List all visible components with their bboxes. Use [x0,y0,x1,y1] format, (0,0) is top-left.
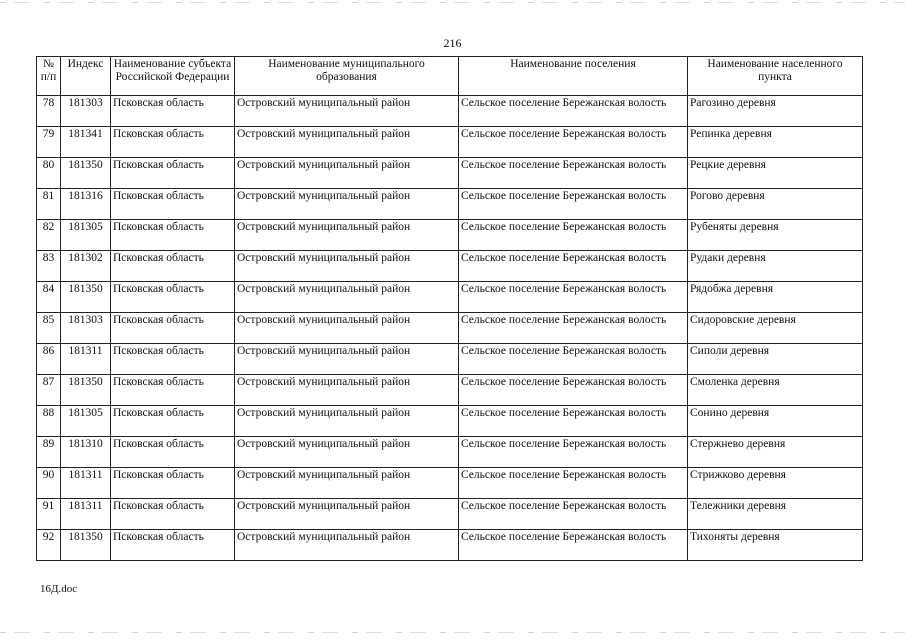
footer-file-name: 16Д.doc [40,583,78,595]
cell-settlement: Сельское поселение Бережанская волость [459,96,688,127]
table-row [37,468,863,499]
cell-municipality: Островский муниципальный район [235,344,459,375]
cell-locality: Тележники деревня [688,499,863,530]
cell-municipality: Островский муниципальный район [235,530,459,561]
cell-num: 83 [37,251,61,282]
table-row [37,127,863,158]
cell-municipality: Островский муниципальный район [235,499,459,530]
cell-subject: Псковская область [111,127,235,158]
cell-locality: Стрижково деревня [688,468,863,499]
cell-num: 78 [37,96,61,127]
header-municipality: Наименование муниципального образования [235,57,459,96]
cell-index: 181350 [61,375,111,406]
cell-num: 87 [37,375,61,406]
cell-settlement: Сельское поселение Бережанская волость [459,499,688,530]
table-row [37,530,863,561]
cell-index: 181305 [61,406,111,437]
cell-locality: Стержнево деревня [688,437,863,468]
cell-settlement: Сельское поселение Бережанская волость [459,158,688,189]
cell-locality: Репинка деревня [688,127,863,158]
table-header-row [37,57,863,96]
cell-municipality: Островский муниципальный район [235,282,459,313]
table-row [37,437,863,468]
cell-settlement: Сельское поселение Бережанская волость [459,530,688,561]
cell-subject: Псковская область [111,437,235,468]
table-row [37,406,863,437]
cell-locality: Рагозино деревня [688,96,863,127]
cell-settlement: Сельское поселение Бережанская волость [459,282,688,313]
cell-num: 88 [37,406,61,437]
cell-settlement: Сельское поселение Бережанская волость [459,406,688,437]
cell-municipality: Островский муниципальный район [235,313,459,344]
cell-index: 181302 [61,251,111,282]
cell-index: 181311 [61,344,111,375]
scan-edge-bottom [0,632,905,633]
cell-locality: Рубеняты деревня [688,220,863,251]
cell-num: 80 [37,158,61,189]
cell-subject: Псковская область [111,282,235,313]
cell-settlement: Сельское поселение Бережанская волость [459,251,688,282]
cell-municipality: Островский муниципальный район [235,437,459,468]
table-row [37,96,863,127]
cell-num: 91 [37,499,61,530]
cell-locality: Сонино деревня [688,406,863,437]
header-locality: Наименование населенного пункта [688,57,863,96]
cell-settlement: Сельское поселение Бережанская волость [459,344,688,375]
scan-edge-top [0,2,905,3]
settlements-table [36,56,863,561]
cell-index: 181305 [61,220,111,251]
cell-settlement: Сельское поселение Бережанская волость [459,189,688,220]
cell-num: 79 [37,127,61,158]
cell-settlement: Сельское поселение Бережанская волость [459,468,688,499]
cell-subject: Псковская область [111,344,235,375]
table-row [37,499,863,530]
cell-num: 85 [37,313,61,344]
header-subject: Наименование субъекта Российской Федерации [111,57,235,96]
cell-locality: Рецкие деревня [688,158,863,189]
cell-subject: Псковская область [111,313,235,344]
cell-subject: Псковская область [111,468,235,499]
cell-settlement: Сельское поселение Бережанская волость [459,220,688,251]
cell-settlement: Сельское поселение Бережанская волость [459,313,688,344]
table-row [37,375,863,406]
cell-subject: Псковская область [111,499,235,530]
table-body [37,96,863,561]
cell-municipality: Островский муниципальный район [235,406,459,437]
cell-subject: Псковская область [111,158,235,189]
cell-municipality: Островский муниципальный район [235,251,459,282]
cell-num: 84 [37,282,61,313]
table-row [37,251,863,282]
cell-locality: Смоленка деревня [688,375,863,406]
cell-index: 181311 [61,468,111,499]
cell-subject: Псковская область [111,406,235,437]
cell-index: 181350 [61,530,111,561]
cell-settlement: Сельское поселение Бережанская волость [459,437,688,468]
header-settlement: Наименование поселения [459,57,688,96]
cell-index: 181341 [61,127,111,158]
cell-num: 89 [37,437,61,468]
table-row [37,344,863,375]
table-row [37,282,863,313]
cell-municipality: Островский муниципальный район [235,220,459,251]
cell-num: 82 [37,220,61,251]
header-index: Индекс [61,57,111,96]
cell-subject: Псковская область [111,251,235,282]
cell-subject: Псковская область [111,220,235,251]
page-number: 216 [443,36,462,50]
cell-num: 81 [37,189,61,220]
cell-index: 181310 [61,437,111,468]
cell-index: 181316 [61,189,111,220]
cell-index: 181303 [61,96,111,127]
cell-municipality: Островский муниципальный район [235,375,459,406]
cell-index: 181350 [61,282,111,313]
cell-locality: Рогово деревня [688,189,863,220]
cell-num: 92 [37,530,61,561]
cell-index: 181303 [61,313,111,344]
cell-settlement: Сельское поселение Бережанская волость [459,127,688,158]
cell-municipality: Островский муниципальный район [235,158,459,189]
cell-locality: Тихоняты деревня [688,530,863,561]
table-row [37,313,863,344]
cell-locality: Рядобжа деревня [688,282,863,313]
cell-subject: Псковская область [111,189,235,220]
header-num: № п/п [37,57,61,96]
cell-locality: Сиполи деревня [688,344,863,375]
table-row [37,189,863,220]
cell-settlement: Сельское поселение Бережанская волость [459,375,688,406]
cell-subject: Псковская область [111,96,235,127]
cell-index: 181350 [61,158,111,189]
cell-municipality: Островский муниципальный район [235,189,459,220]
cell-subject: Псковская область [111,375,235,406]
cell-num: 90 [37,468,61,499]
cell-locality: Рудаки деревня [688,251,863,282]
table-row [37,220,863,251]
table-row [37,158,863,189]
cell-index: 181311 [61,499,111,530]
cell-subject: Псковская область [111,530,235,561]
cell-locality: Сидоровские деревня [688,313,863,344]
cell-municipality: Островский муниципальный район [235,127,459,158]
cell-num: 86 [37,344,61,375]
cell-municipality: Островский муниципальный район [235,468,459,499]
cell-municipality: Островский муниципальный район [235,96,459,127]
